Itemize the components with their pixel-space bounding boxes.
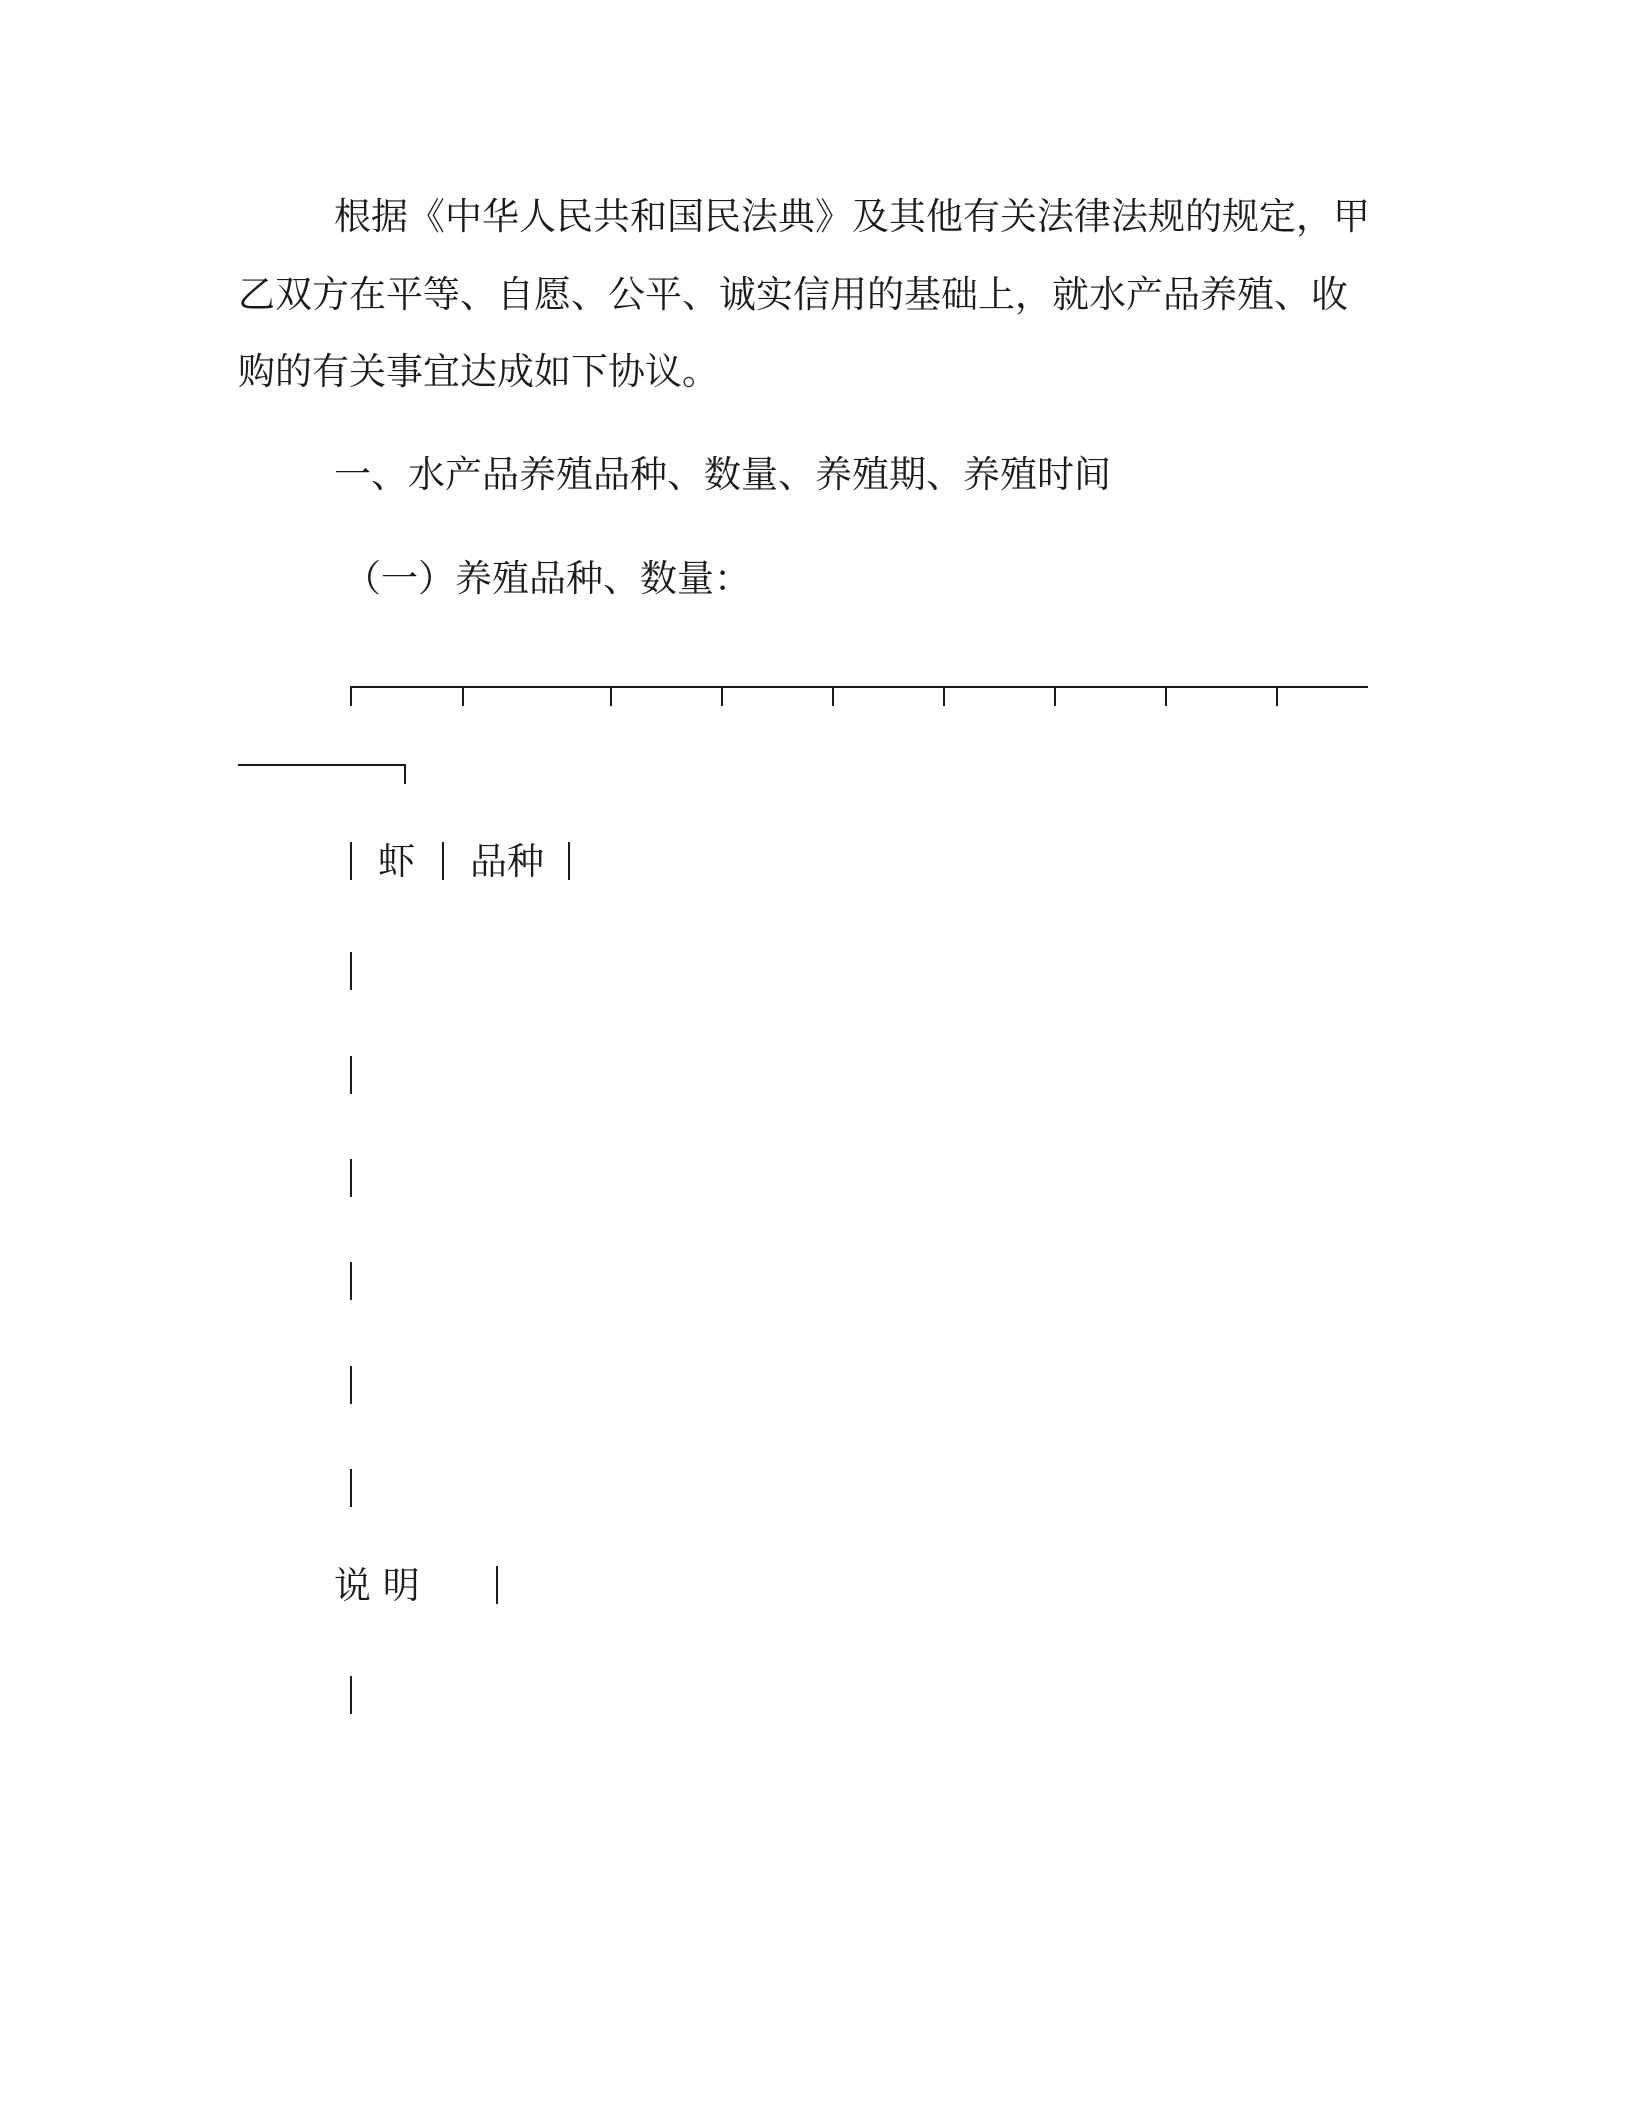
table-column-divider (1165, 686, 1167, 706)
table-cell-border (350, 1056, 352, 1094)
section-heading: 一、水产品养殖品种、数量、养殖期、养殖时间 (334, 453, 1111, 496)
table-row-border (238, 764, 406, 766)
table-cell-border (350, 952, 352, 990)
table-header-cell: 品种 (470, 840, 544, 883)
table-column-divider (462, 686, 464, 706)
intro-line-2: 乙双方在平等、自愿、公平、诚实信用的基础上，就水产品养殖、收 (238, 273, 1348, 316)
table-column-divider (943, 686, 945, 706)
table-cell-border (350, 1159, 352, 1197)
table-cell-border (496, 1566, 498, 1604)
table-cell-border (350, 1676, 352, 1714)
table-column-divider (404, 764, 406, 784)
table-header-cell: 虾 (378, 840, 415, 883)
table-column-divider (350, 686, 352, 706)
intro-line-1: 根据《中华人民共和国民法典》及其他有关法律法规的规定，甲 (334, 195, 1370, 238)
table-column-divider (610, 686, 612, 706)
table-cell-border (350, 1469, 352, 1507)
section-subheading: （一）养殖品种、数量： (344, 557, 751, 600)
table-column-divider (721, 686, 723, 706)
table-note-label: 说 明 (334, 1564, 420, 1607)
table-column-divider (1054, 686, 1056, 706)
table-cell-border (442, 842, 444, 880)
table-top-border (350, 686, 1368, 688)
table-cell-border (568, 842, 570, 880)
table-cell-border (350, 1262, 352, 1300)
table-column-divider (1276, 686, 1278, 706)
table-column-divider (832, 686, 834, 706)
table-cell-border (350, 1366, 352, 1404)
intro-line-3: 购的有关事宜达成如下协议。 (238, 350, 719, 393)
table-cell-border (350, 842, 352, 880)
